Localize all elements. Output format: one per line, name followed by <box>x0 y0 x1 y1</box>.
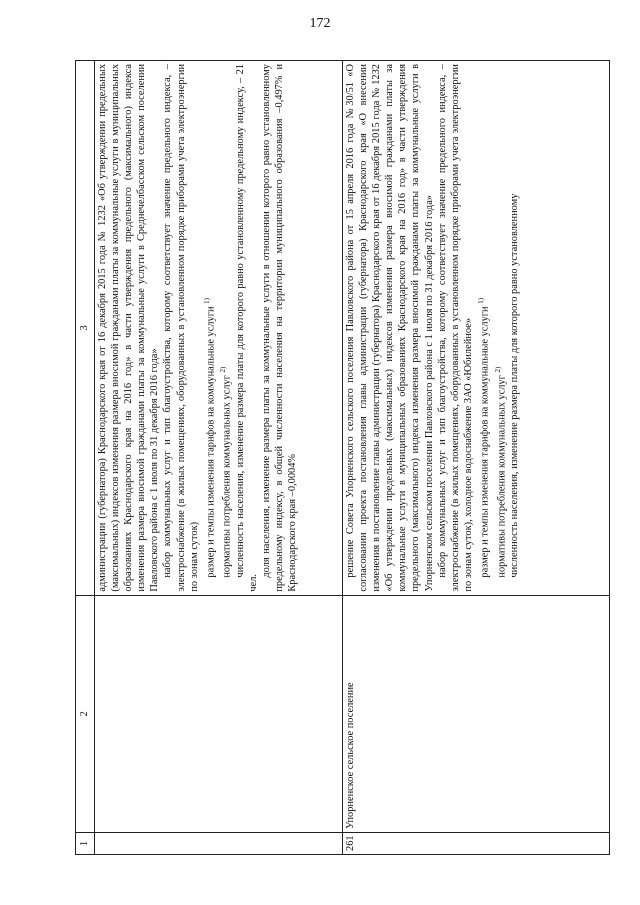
description-cell <box>343 61 609 595</box>
footnote-2: 2) <box>219 366 228 373</box>
population-paragraph: численность населения, изменение размера платы для которого равно установленному <box>509 193 521 578</box>
norms-paragraph <box>492 64 509 592</box>
row-number-cell <box>95 832 342 854</box>
tariffs-text: размер и темпы изменения тарифов на коммунальные услуги <box>205 306 217 578</box>
table-header-row <box>75 60 95 855</box>
table-row-continuation <box>95 60 343 855</box>
footnote-1: 1) <box>202 297 211 304</box>
description-cell <box>95 61 342 595</box>
footnote-2: 2) <box>493 366 502 373</box>
footnote-1: 1) <box>476 297 485 304</box>
norms-text: нормативы потребления коммунальных услуг <box>495 375 507 578</box>
service-set-paragraph: набор коммунальных услуг и тип благоустройства, которому соответствует значение предельного индекса, – электроснабжение (в жилых помещениях, оборудованных в установленном порядке приборами учета электроэнергии по зонам суток), холодное водоснабжение ЗАО «Юбилейное» <box>436 64 474 592</box>
rotated-table <box>75 60 610 855</box>
norms-paragraph <box>217 64 234 592</box>
tariffs-text: размер и темпы изменения тарифов на коммунальные услуги <box>479 306 491 578</box>
page-number: 172 <box>309 16 331 31</box>
table <box>75 60 610 855</box>
norms-text: нормативы потребления коммунальных услуг <box>221 375 233 578</box>
table-row-261 <box>343 60 610 855</box>
row-number-cell: 261 <box>343 832 609 854</box>
tariffs-paragraph <box>475 64 492 592</box>
settlement-cell <box>95 595 342 832</box>
tariffs-paragraph <box>201 64 218 592</box>
settlement-cell: Упорненское сельское поселение <box>343 595 609 832</box>
service-set-paragraph: набор коммунальных услуг и тип благоустройства, которому соответствует значение предельного индекса, – электроснабжение (в жилых помещениях, оборудованных в установленном порядке приборами учета электроэнергии по зонам суток) <box>162 63 200 592</box>
decree-paragraph: администрации (губернатора) Краснодарского края от 16 декабря 2015 года № 1232 «Об утверждении предельных (максимальных) индексов изменения размера вносимой гражданами платы за коммунальные услуги в муниципальных образованиях Краснодарского края на 2016 год» в части утверждения предельного (максимального) индекса изменения размера вносимой гражданами платы за коммунальные услуги в Среднечелбасском сельском поселении Павловского района с 1 июля по 31 декабря 2016 года» <box>97 63 161 592</box>
column-number-3: 3 <box>79 325 90 331</box>
population-paragraph: численность населения, изменение размера платы для которого равно установленному предельному индексу, – 21 чел. <box>234 63 259 592</box>
column-number-1: 1 <box>76 832 94 854</box>
column-number-2: 2 <box>76 595 94 832</box>
population-share-paragraph: доля населения, изменение размера платы за коммунальные услуги в отношении которого равно установленному предельному индексу, в общей численности населения на территории муниципального образования –0,497% и Краснодарского края –0,0004% <box>261 63 299 592</box>
decree-paragraph: решение Совета Упорненского сельского поселения Павловского района от 15 апреля 2016 года №30/51 «О согласовании проекта постановления главы администрации (губернатора) Краснодарского края «О внесении изменения в постановление главы администрации (губернатора) Краснодарского края от 16 декабря 2015 года № 1232 «Об утверждении предельных (максимальных) индексов изменения размера вносимой гражданами платы за коммунальные услуги в муниципальных образованиях Краснодарского края на 2016 год» в части утверждения предельного (максимального) индекса изменения размера вносимой гражданами платы за коммунальные услуги в Упорненском сельском поселении Павловского района с 1 июля по 31 декабря 2016 года» <box>345 64 435 592</box>
